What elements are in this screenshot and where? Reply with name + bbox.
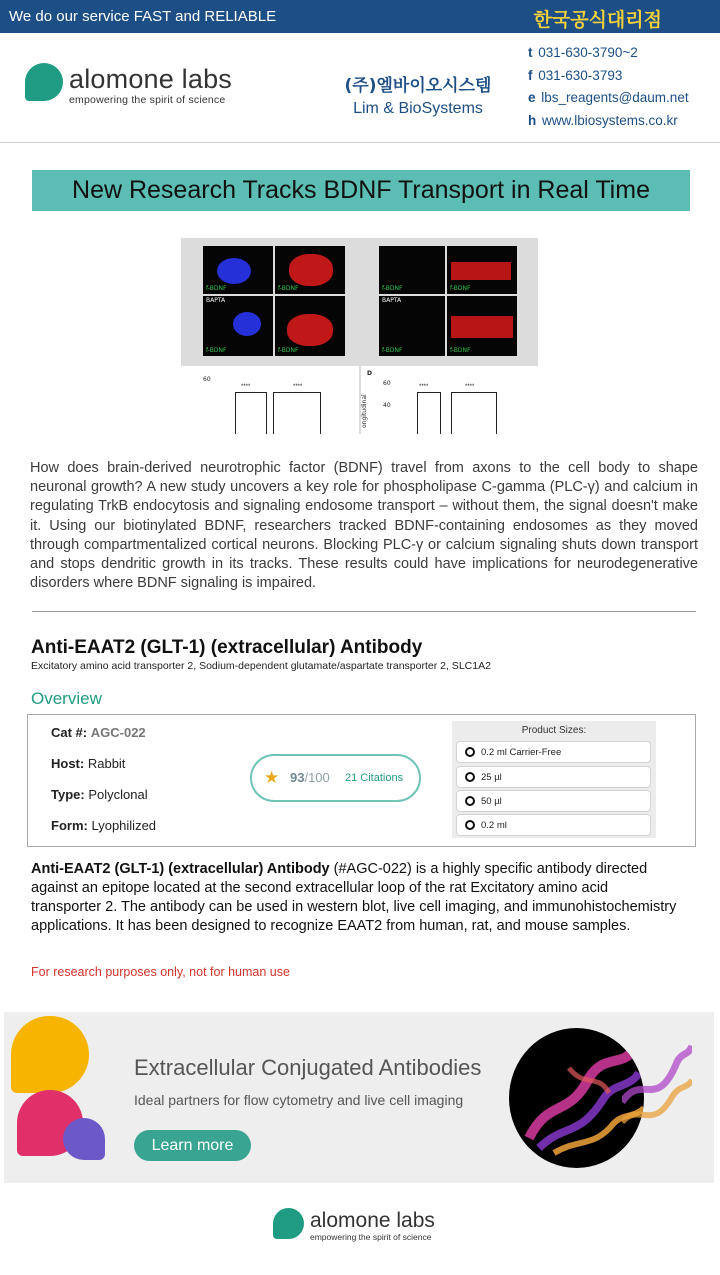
figure-panel bbox=[379, 296, 445, 356]
citations-count: 21 Citations bbox=[345, 772, 404, 784]
logo-mark-icon bbox=[273, 1208, 304, 1239]
spec-label: Host: bbox=[51, 756, 85, 771]
section-divider bbox=[32, 611, 696, 612]
panel-label: f-BDNF bbox=[382, 285, 403, 292]
size-option-label: 0.2 ml bbox=[481, 820, 507, 831]
spec-host bbox=[51, 756, 125, 771]
spec-label: Type: bbox=[51, 787, 85, 802]
header bbox=[0, 33, 720, 143]
figure-bar bbox=[451, 392, 497, 434]
significance-label: **** bbox=[419, 384, 429, 390]
size-option[interactable] bbox=[456, 766, 651, 788]
spec-value: Polyclonal bbox=[88, 787, 148, 802]
panel-label: BAPTA bbox=[382, 297, 402, 304]
footer-logo-name: alomone labs bbox=[310, 1209, 435, 1232]
overview-heading: Overview bbox=[31, 689, 102, 708]
article-paragraph: How does brain-derived neurotrophic factor (BDNF) travel from axons to the cell body to shape neuronal growth? A new study uncovers a key role for phospholipase C-gamma (PLC-γ) and calcium in regulating TrkB endocytosis and signaling endosome transport – without them, the signal doesn't make it. Using our biotinylated BDNF, researchers tracked BDNF-containing endosomes as they moved through compartmentalized cortical neurons. Blocking PLC-γ or calcium signaling shuts down transport and stops dendritic growth in its tracks. These results could have implications for neurodegenerative disorders where BDNF signaling is impaired. bbox=[30, 460, 698, 592]
figure-bar-plot bbox=[361, 366, 538, 434]
logo-name: alomone labs bbox=[69, 64, 233, 94]
panel-label: BAPTA bbox=[206, 297, 226, 304]
korean-distributor-title: 한국공식대리점 bbox=[533, 9, 662, 31]
logo-tagline: empowering the spirit of science bbox=[69, 94, 226, 106]
service-slogan: We do our service FAST and RELIABLE bbox=[9, 8, 277, 25]
contact-fax bbox=[528, 68, 689, 91]
figure-panel bbox=[203, 296, 273, 356]
bdnf-signal-blob bbox=[289, 254, 333, 286]
learn-more-button[interactable]: Learn more bbox=[134, 1130, 251, 1161]
figure-panel bbox=[447, 246, 517, 294]
score-value bbox=[290, 770, 330, 785]
figure-panel bbox=[275, 296, 345, 356]
contact-email[interactable] bbox=[528, 90, 689, 113]
purple-bubble-icon bbox=[63, 1118, 105, 1160]
partner-name bbox=[338, 71, 498, 118]
product-name-inline: Anti-EAAT2 (GLT-1) (extracellular) Antibody bbox=[31, 861, 330, 877]
partner-korean-name: (주)엘바이오시스템 bbox=[344, 76, 492, 96]
y-axis-label: ongitudinal bbox=[361, 394, 368, 428]
spec-value: Rabbit bbox=[87, 756, 126, 771]
spec-label: Form: bbox=[51, 818, 88, 833]
score-number: 93 bbox=[290, 770, 305, 785]
nucleus-blob bbox=[217, 258, 251, 284]
spec-type bbox=[51, 787, 148, 802]
axon-streak bbox=[451, 316, 513, 338]
figure-panel bbox=[203, 246, 273, 294]
panel-label: f-BDNF bbox=[450, 347, 471, 354]
radio-icon[interactable] bbox=[465, 772, 475, 782]
top-bar bbox=[0, 0, 720, 33]
contact-phone[interactable] bbox=[528, 45, 689, 68]
product-description-text: (#AGC-022) is a highly specific antibody directed against an epitope located at the second extracellular loop of the rat Excitatory amino acid transporter 2. The antibody can be used in western blot, live cell imaging, and immunohistochemistry applications. It has been designed to recognize EAAT2 from human, rat, and mouse samples. bbox=[31, 861, 677, 934]
smoke-trail-graphic bbox=[622, 1042, 692, 1152]
quality-score-badge[interactable] bbox=[250, 754, 421, 802]
contact-value: www.lbiosystems.co.kr bbox=[542, 112, 678, 128]
product-description bbox=[31, 860, 681, 936]
y-tick-label: 40 bbox=[383, 402, 391, 409]
panel-label: f-BDNF bbox=[278, 285, 299, 292]
footer-logo-tagline: empowering the spirit of science bbox=[310, 1232, 432, 1242]
contact-website[interactable] bbox=[528, 113, 689, 136]
figure-panel bbox=[275, 246, 345, 294]
contact-key: f bbox=[528, 67, 533, 83]
partner-english-name: Lim & BioSystems bbox=[353, 100, 483, 117]
banner-title: Extracellular Conjugated Antibodies bbox=[134, 1055, 482, 1080]
significance-label: **** bbox=[241, 384, 251, 390]
size-option-label: 50 µl bbox=[481, 796, 502, 807]
y-tick-label: 60 bbox=[383, 380, 391, 387]
radio-icon[interactable] bbox=[465, 796, 475, 806]
bdnf-signal-blob bbox=[287, 314, 333, 346]
spec-form bbox=[51, 818, 156, 833]
panel-label: f-BDNF bbox=[206, 285, 227, 292]
figure-panel bbox=[447, 296, 517, 356]
score-out-of: /100 bbox=[304, 770, 330, 785]
panel-label: f-BDNF bbox=[382, 347, 403, 354]
figure-panel bbox=[379, 246, 445, 294]
figure-bar bbox=[417, 392, 441, 434]
figure-bar-plot bbox=[181, 366, 359, 434]
panel-label: f-BDNF bbox=[206, 347, 227, 354]
spec-value: Lyophilized bbox=[91, 818, 157, 833]
news-headline[interactable]: New Research Tracks BDNF Transport in Real Time bbox=[32, 170, 690, 211]
contact-key: t bbox=[528, 45, 533, 60]
research-use-note: For research purposes only, not for human use bbox=[31, 965, 290, 979]
y-tick-label: 60 bbox=[203, 376, 211, 383]
product-title[interactable]: Anti-EAAT2 (GLT-1) (extracellular) Antibody bbox=[31, 637, 423, 658]
logo-mark-icon bbox=[25, 63, 63, 101]
figure-bar bbox=[273, 392, 321, 434]
research-figure-image[interactable] bbox=[181, 238, 538, 434]
size-option[interactable] bbox=[456, 790, 651, 812]
promo-banner[interactable] bbox=[4, 1012, 714, 1183]
size-option[interactable] bbox=[456, 814, 651, 836]
size-option-label: 25 µl bbox=[481, 772, 502, 783]
contact-value: 031-630-3790~2 bbox=[538, 45, 638, 60]
panel-label: f-BDNF bbox=[278, 347, 299, 354]
radio-icon[interactable] bbox=[465, 747, 475, 757]
spec-value: AGC-022 bbox=[90, 725, 146, 740]
panel-letter: D bbox=[367, 370, 372, 377]
product-overview-card bbox=[27, 714, 696, 847]
product-subtitle: Excitatory amino acid transporter 2, Sodium-dependent glutamate/aspartate transporter 2, SLC1A2 bbox=[31, 660, 491, 672]
banner-subtitle: Ideal partners for flow cytometry and live cell imaging bbox=[134, 1092, 464, 1108]
product-sizes-box bbox=[452, 721, 656, 838]
nucleus-blob bbox=[233, 312, 261, 336]
size-option-label: 0.2 ml Carrier-Free bbox=[481, 747, 562, 758]
yellow-bubble-icon bbox=[11, 1016, 89, 1093]
spec-cat bbox=[51, 725, 146, 740]
significance-label: **** bbox=[465, 384, 475, 390]
contact-key: h bbox=[528, 112, 537, 128]
axon-streak bbox=[451, 262, 511, 280]
radio-icon[interactable] bbox=[465, 820, 475, 830]
contact-value: 031-630-3793 bbox=[538, 67, 623, 83]
contact-key: e bbox=[528, 90, 536, 105]
spec-label: Cat #: bbox=[51, 725, 88, 740]
panel-label: f-BDNF bbox=[450, 285, 471, 292]
badge-star-icon: ★ bbox=[264, 768, 280, 787]
contact-list bbox=[528, 45, 689, 135]
figure-bar bbox=[235, 392, 267, 434]
contact-value: lbs_reagents@daum.net bbox=[541, 90, 689, 105]
significance-label: **** bbox=[293, 384, 303, 390]
sizes-heading: Product Sizes: bbox=[521, 725, 587, 736]
size-option[interactable] bbox=[456, 741, 651, 763]
